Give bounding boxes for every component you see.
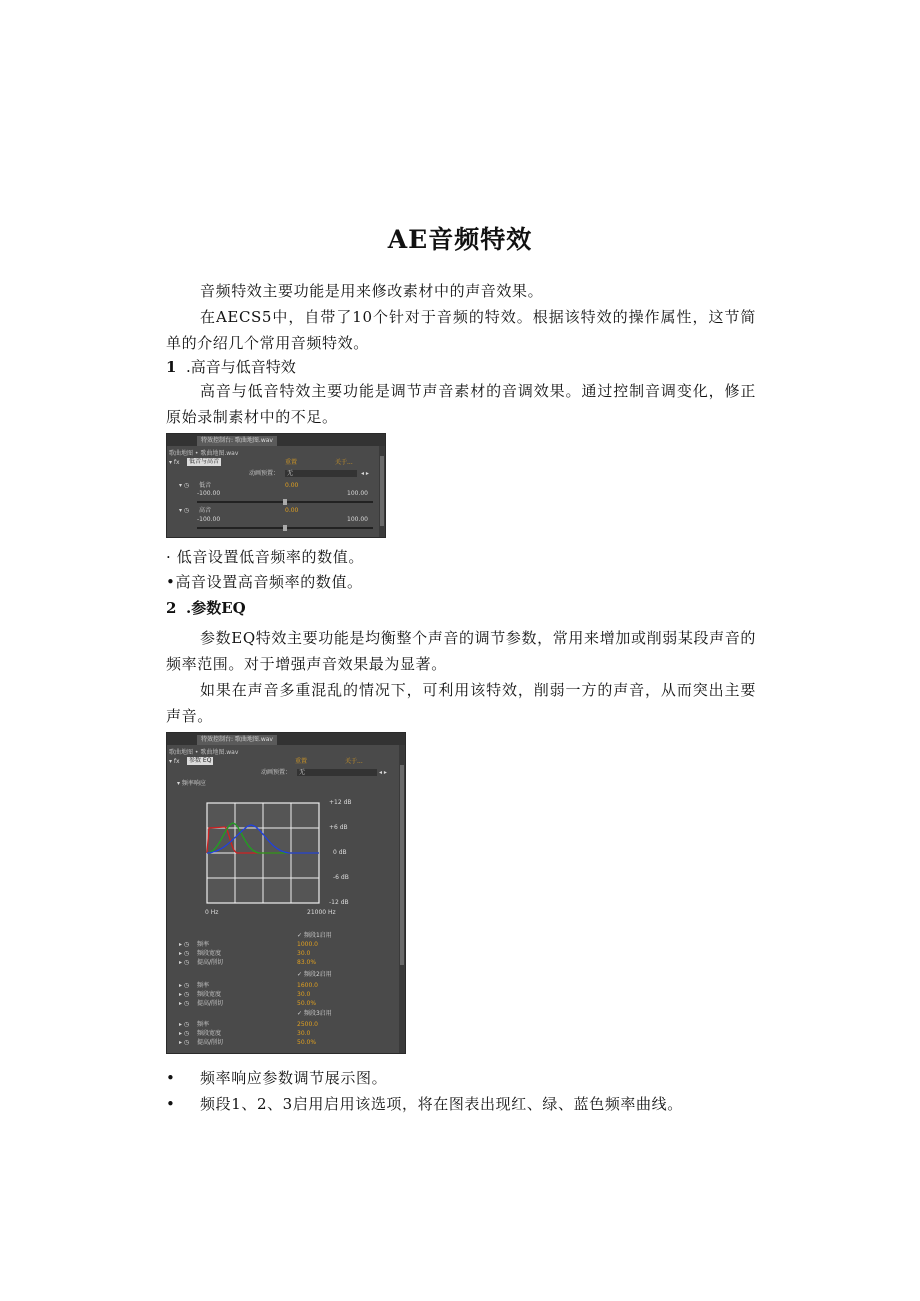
param-value: 30.0	[297, 950, 311, 957]
param-toggle-icon: ▸ ◷	[179, 950, 190, 957]
band-2-enable-row	[167, 970, 399, 979]
param-value: 83.0%	[297, 959, 317, 966]
param-value: 0.00	[285, 482, 299, 489]
panel-scrollbar	[379, 446, 385, 537]
treble-slider	[197, 527, 373, 529]
fx-header-row	[167, 757, 399, 766]
section-1-title: .高音与低音特效	[186, 358, 296, 376]
anim-preset-dropdown: 无	[297, 769, 377, 776]
section-2-heading	[166, 597, 246, 618]
bullet-bass: · 低音设置低音频率的数值。	[166, 548, 364, 566]
band-3-boost-row	[167, 1038, 399, 1047]
param-name: 频率	[197, 941, 210, 948]
panel-breadcrumb: 歌曲地图 • 歌曲地图.wav	[169, 749, 239, 756]
param-name: 提高/削切	[197, 1000, 224, 1007]
param-name: 低音	[199, 482, 212, 489]
param-name: 频率	[197, 982, 210, 989]
intro-paragraph-1: 音频特效主要功能是用来修改素材中的声音效果。	[200, 282, 544, 300]
param-max: 100.00	[347, 490, 368, 497]
param-value: 1600.0	[297, 982, 318, 989]
y-label: +6 dB	[329, 824, 348, 831]
anim-preset-row	[167, 469, 379, 478]
freq-response-label: ▾ 频率响应	[177, 780, 206, 787]
section-2-description-2: 如果在声音多重混乱的情况下，可利用该特效，削弱一方的声音，从而突出主要声音。	[166, 681, 756, 725]
about-link: 关于...	[345, 758, 363, 765]
band-3-freq-row	[167, 1020, 399, 1029]
reset-link: 重置	[295, 758, 308, 765]
fx-name-label: 低音与高音	[189, 458, 220, 465]
param-toggle-icon: ▸ ◷	[179, 941, 190, 948]
freq-response-row	[167, 779, 399, 788]
param-name: 提高/削切	[197, 1039, 224, 1046]
about-link: 关于...	[335, 459, 353, 466]
param-value: 30.0	[297, 991, 311, 998]
preset-arrows-icon: ◂ ▸	[379, 769, 387, 776]
param-range-treble	[167, 515, 379, 524]
y-label: +12 dB	[329, 799, 352, 806]
section-2-description-1: 参数EQ特效主要功能是均衡整个声音的调节参数，常用来增加或削弱某段声音的频率范围。对于增强声音效果最为显著。	[166, 629, 756, 673]
effect-controls-tab: 特效控制台: 歌曲地图.wav	[197, 735, 277, 745]
param-name: 频率	[197, 1021, 210, 1028]
param-value: 50.0%	[297, 1000, 317, 1007]
bullet-dot: •	[166, 1095, 176, 1113]
section-2-title: .参数EQ	[186, 599, 246, 617]
panel-tab-bar	[167, 434, 385, 446]
panel-scrollbar	[399, 745, 405, 1053]
anim-preset-row	[167, 768, 399, 777]
scrollbar-thumb	[400, 765, 404, 965]
stopwatch-icon: ▾ ◷	[179, 507, 190, 514]
fx-toggle-icon: ▾ fx	[169, 459, 180, 466]
y-label: 0 dB	[333, 849, 347, 856]
reset-link: 重置	[285, 459, 298, 466]
section-1-description: 高音与低音特效主要功能是调节声音素材的音调效果。通过控制音调变化，修正原始录制素材中的不足。	[166, 382, 756, 426]
stopwatch-icon: ▾ ◷	[179, 482, 190, 489]
param-name: 频段宽度	[197, 950, 222, 957]
anim-preset-dropdown: 无	[285, 470, 357, 477]
bass-slider-knob	[283, 499, 287, 505]
band-1-boost-row	[167, 958, 399, 967]
bullet-freq-response	[166, 1067, 387, 1088]
section-1-number: 1	[166, 358, 177, 376]
fx-name-label: 参数 EQ	[189, 757, 212, 764]
section-1-heading	[166, 356, 296, 377]
param-name: 频段宽度	[197, 991, 222, 998]
param-min: -100.00	[197, 490, 221, 497]
param-value: 2500.0	[297, 1021, 318, 1028]
param-value: 1000.0	[297, 941, 318, 948]
param-toggle-icon: ▸ ◷	[179, 991, 190, 998]
anim-preset-label: 动画预置：	[261, 769, 292, 776]
panel-tab-bar	[167, 733, 405, 745]
anim-preset-label: 动画预置：	[249, 470, 280, 477]
param-toggle-icon: ▸ ◷	[179, 959, 190, 966]
treble-slider-knob	[283, 525, 287, 531]
eq-graph	[197, 795, 377, 915]
param-range-bass	[167, 489, 379, 498]
param-toggle-icon: ▸ ◷	[179, 982, 190, 989]
bullet-dot: •	[166, 1069, 176, 1087]
band-1-enable-row	[167, 931, 399, 940]
band-2-freq-row	[167, 981, 399, 990]
band-1-freq-row	[167, 940, 399, 949]
bullet-text: 频率响应参数调节展示图。	[200, 1069, 388, 1087]
bullet-text: 频段1、2、3启用启用该选项，将在图表出现红、绿、蓝色频率曲线。	[200, 1095, 683, 1113]
page-title: AE音频特效	[387, 225, 533, 254]
param-min: -100.00	[197, 516, 221, 523]
band-3-enable-row	[167, 1009, 399, 1018]
bullet-treble: •高音设置高音频率的数值。	[166, 573, 363, 591]
band-2-enable-checkbox: ✓ 频段2启用	[297, 971, 332, 978]
param-name: 提高/削切	[197, 959, 224, 966]
y-label: -12 dB	[329, 899, 349, 906]
intro-paragraph-2: 在AECS5中，自带了10个针对于音频的特效。根据该特效的操作属性，这节简单的介绍几个常用音频特效。	[166, 308, 756, 352]
x-label-end: 21000 Hz	[307, 909, 336, 916]
param-value: 30.0	[297, 1030, 311, 1037]
param-value: 0.00	[285, 507, 299, 514]
scrollbar-thumb	[380, 456, 384, 526]
fx-header-row	[167, 458, 379, 467]
y-label: -6 dB	[333, 874, 349, 881]
param-value: 50.0%	[297, 1039, 317, 1046]
band-1-bw-row	[167, 949, 399, 958]
section-2-number: 2	[166, 599, 177, 617]
bullet-bands-enable	[166, 1093, 683, 1114]
fx-toggle-icon: ▾ fx	[169, 758, 180, 765]
param-toggle-icon: ▸ ◷	[179, 1000, 190, 1007]
param-row-treble	[167, 506, 379, 515]
band-3-bw-row	[167, 1029, 399, 1038]
band-2-boost-row	[167, 999, 399, 1008]
param-toggle-icon: ▸ ◷	[179, 1030, 190, 1037]
param-max: 100.00	[347, 516, 368, 523]
band-1-enable-checkbox: ✓ 频段1启用	[297, 932, 332, 939]
param-name: 频段宽度	[197, 1030, 222, 1037]
effect-controls-tab: 特效控制台: 歌曲地图.wav	[197, 436, 277, 446]
param-name: 高音	[199, 507, 212, 514]
param-toggle-icon: ▸ ◷	[179, 1021, 190, 1028]
bass-slider	[197, 501, 373, 503]
panel-breadcrumb: 歌曲地图 • 歌曲地图.wav	[169, 450, 239, 457]
preset-arrows-icon: ◂ ▸	[361, 470, 369, 477]
parametric-eq-panel-screenshot	[166, 732, 406, 1054]
bass-treble-panel-screenshot	[166, 433, 386, 538]
x-label-start: 0 Hz	[205, 909, 219, 916]
band-2-bw-row	[167, 990, 399, 999]
param-toggle-icon: ▸ ◷	[179, 1039, 190, 1046]
band-3-enable-checkbox: ✓ 频段3启用	[297, 1010, 332, 1017]
